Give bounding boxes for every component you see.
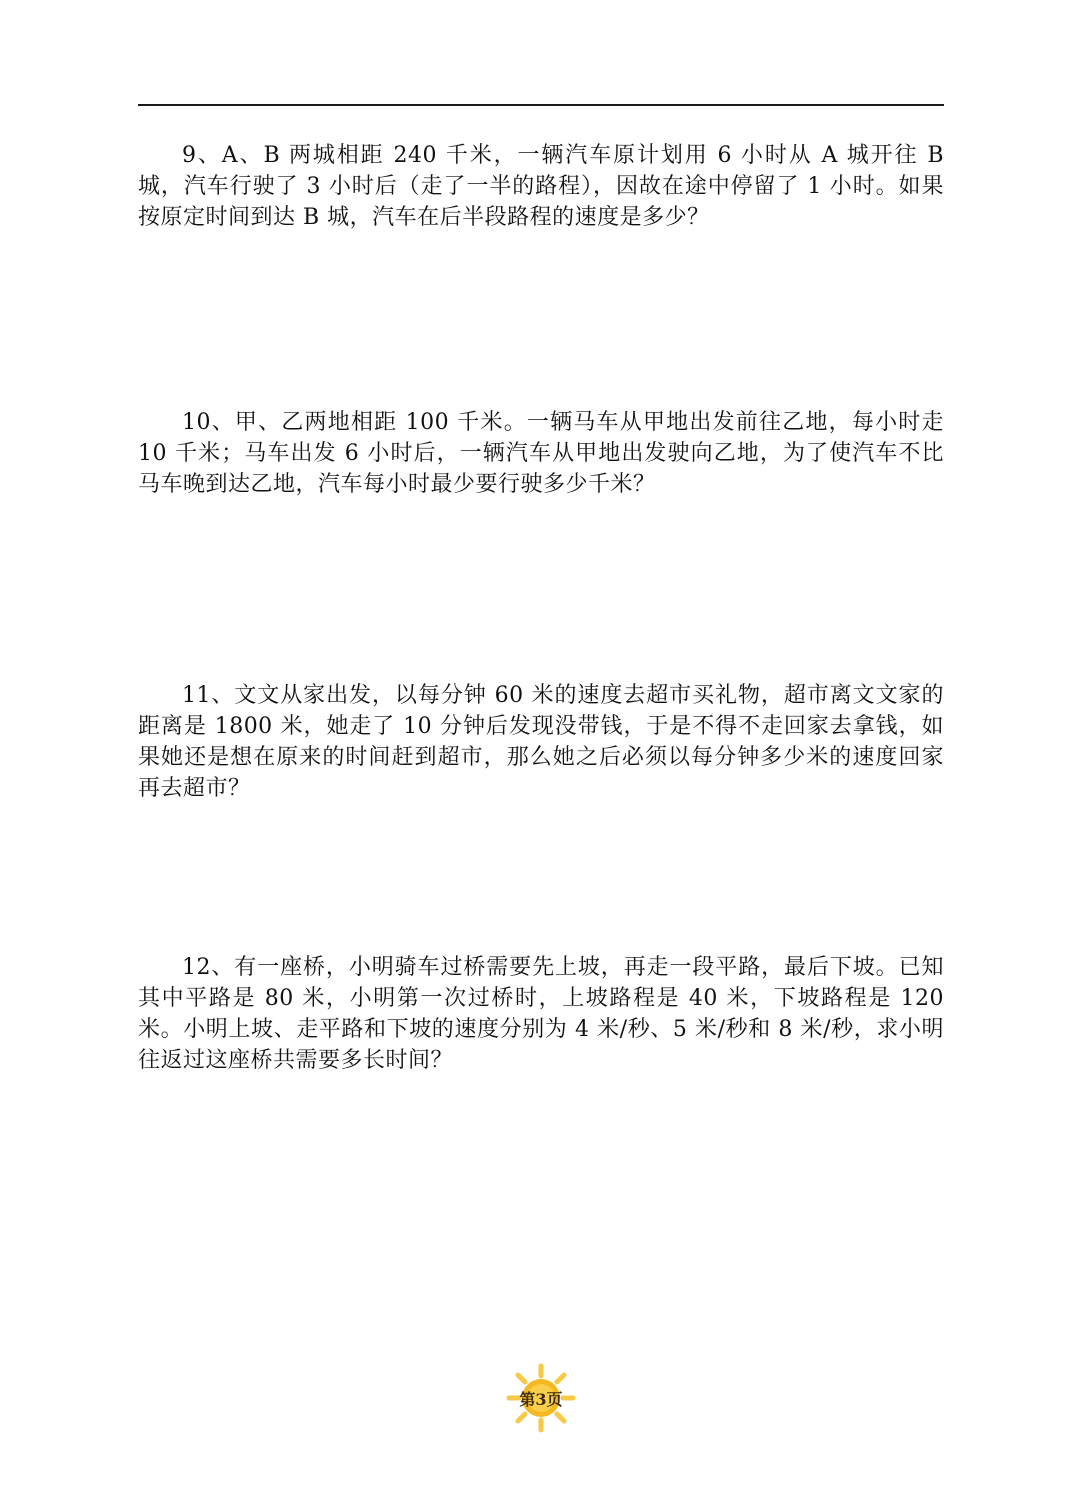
problem-9: 9、A、B 两城相距 240 千米，一辆汽车原计划用 6 小时从 A 城开往 B 城，汽车行驶了 3 小时后（走了一半的路程），因故在途中停留了 1 小时。如果按原定时间到达 B 城，汽车在后半段路程的速度是多少？ (138, 143, 944, 230)
problem-10: 10、甲、乙两地相距 100 千米。一辆马车从甲地出发前往乙地，每小时走 10 千米；马车出发 6 小时后，一辆汽车从甲地出发驶向乙地，为了使汽车不比马车晚到达乙地，汽车每小时最少要行驶多少千米？ (138, 410, 944, 497)
page-number: 第3页 (519, 1390, 563, 1409)
problem-11: 11、文文从家出发，以每分钟 60 米的速度去超市买礼物，超市离文文家的距离是 1800 米，她走了 10 分钟后发现没带钱，于是不得不走回家去拿钱，如果她还是想在原来的时间赶到超市，那么她之后必须以每分钟多少米的速度回家再去超市？ (138, 683, 944, 801)
problem-12: 12、有一座桥，小明骑车过桥需要先上坡，再走一段平路，最后下坡。已知其中平路是 80 米，小明第一次过桥时，上坡路程是 40 米，下坡路程是 120 米。小明上坡、走平路和下坡的速度分别为 4 米/秒、5 米/秒和 8 米/秒，求小明往返过这座桥共需要多长时间？ (138, 955, 944, 1073)
page-footer (505, 1362, 577, 1434)
header-rule (138, 104, 944, 106)
